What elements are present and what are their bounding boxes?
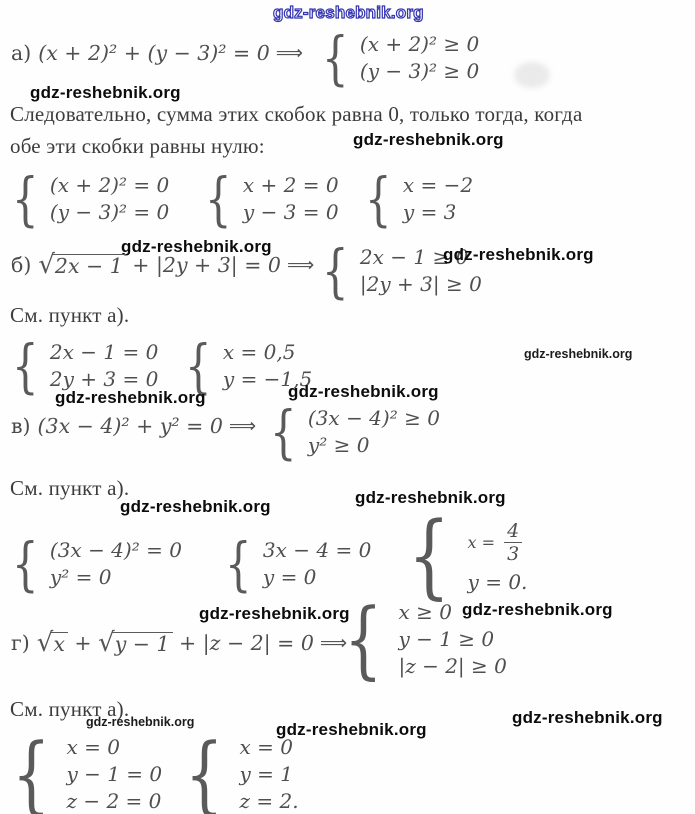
see-note: См. пункт а). [10,476,130,500]
site-watermark: gdz-reshebnik.org [355,488,506,507]
system-row: x + 2 = 0 [242,173,339,197]
system-v-implied [270,403,440,461]
part-label: г) [11,631,30,655]
system-v-step2 [225,535,371,593]
system-row: z − 2 = 0 [66,788,162,813]
system-row: (y − 3)² = 0 [49,200,170,224]
math-expression: + [67,631,99,655]
system-row: x ≥ 0 [398,599,452,624]
scan-smudge [514,62,550,88]
site-watermark: gdz-reshebnik.org [288,382,439,401]
system-g-answer [185,732,299,814]
system-brace [322,29,349,87]
sqrt-expression [37,630,68,656]
system-row: (3x − 4)² ≥ 0 [307,406,440,430]
system-a-answer [365,170,473,228]
system-row: 2y + 3 = 0 [49,367,159,391]
fraction-numerator: 4 [507,520,520,542]
system-a-step1 [12,170,169,228]
site-watermark: gdz-reshebnik.org [86,715,195,729]
site-watermark: gdz-reshebnik.org [276,720,427,739]
equation-part-v [11,414,256,438]
equation-part-g [11,630,347,656]
sqrt-expression [38,252,125,278]
system-row: (x + 2)² ≥ 0 [359,32,480,56]
system-row: y = 1 [239,761,293,786]
sqrt-expression [98,630,172,656]
site-watermark: gdz-reshebnik.org [121,237,272,256]
system-row: 2x − 1 = 0 [49,340,159,364]
radicand: x [50,632,68,656]
part-label: а) [11,41,32,65]
equation-part-b [11,252,314,278]
site-watermark: gdz-reshebnik.org [55,388,206,407]
system-v-answer [408,510,527,602]
system-brace [12,170,39,228]
system-row: y² = 0 [49,565,112,589]
system-g-step1 [12,732,162,814]
system-brace [270,403,297,461]
system-brace [205,170,232,228]
implies-arrow: ⟹ [228,415,257,437]
system-row: (x + 2)² = 0 [49,173,170,197]
system-brace [225,535,252,593]
site-watermark: gdz-reshebnik.org [443,245,594,264]
site-watermark: gdz-reshebnik.org [273,3,424,22]
see-note: См. пункт а). [10,303,130,327]
site-watermark: gdz-reshebnik.org [512,708,663,727]
explanation-line-1: Следовательно, сумма этих скобок равна 0, только тогда, когда [10,102,583,126]
fraction [504,520,522,565]
see-note: См. пункт а). [10,697,130,721]
math-expression: (x + 2)² + (y − 3)² = 0 [38,41,270,65]
system-row: y = 0 [262,565,317,589]
part-label: в) [11,414,31,438]
math-expression: + |2y + 3| = 0 [125,253,281,277]
system-row: y² ≥ 0 [307,433,370,457]
system-brace [12,337,39,395]
radicand: y − 1 [112,632,173,656]
implies-arrow: ⟹ [286,254,315,276]
system-g-implied [344,597,507,681]
system-row: y = −1,5 [222,367,313,391]
system-row: x = 0 [66,734,120,759]
system-row: y = 0. [467,569,528,594]
system-a-implied [322,29,479,87]
system-row: x = 0,5 [222,340,296,364]
implies-arrow: ⟹ [319,632,348,654]
system-row: z = 2. [239,788,299,813]
part-label: б) [11,253,32,277]
system-brace [12,732,50,814]
system-brace [12,535,39,593]
system-v-step1 [12,535,182,593]
system-a-step2 [205,170,339,228]
system-brace [185,337,212,395]
system-row: y − 1 = 0 [66,761,163,786]
site-watermark: gdz-reshebnik.org [30,83,181,102]
fraction-denominator: 3 [504,542,522,565]
system-brace [408,510,450,602]
system-row: y = 3 [402,200,457,224]
math-expression: + |z − 2| = 0 [172,631,314,655]
site-watermark: gdz-reshebnik.org [353,130,504,149]
system-row: (3x − 4)² = 0 [49,538,182,562]
explanation-line-2: обе эти скобки равны нулю: [10,134,265,158]
system-row: (y − 3)² ≥ 0 [359,59,480,83]
system-brace [344,597,382,681]
system-b-step1 [12,337,158,395]
system-row: y − 3 = 0 [242,200,339,224]
system-brace [365,170,392,228]
math-expression: (3x − 4)² + y² = 0 [37,414,223,438]
system-row: |z − 2| ≥ 0 [398,653,507,678]
radicand: 2x − 1 [52,254,126,278]
system-row: 3x − 4 = 0 [262,538,372,562]
equation-part-a [11,41,303,65]
system-brace [322,242,349,300]
site-watermark: gdz-reshebnik.org [199,604,350,623]
site-watermark: gdz-reshebnik.org [524,347,633,361]
site-watermark: gdz-reshebnik.org [462,600,613,619]
system-brace [185,732,223,814]
system-row: y − 1 ≥ 0 [398,626,495,651]
system-row [468,517,528,569]
system-row: |2y + 3| ≥ 0 [359,272,482,296]
implies-arrow: ⟹ [275,42,304,64]
system-row: 2x − 1 ≥ 0 [359,245,469,269]
system-row: x = 0 [239,734,293,759]
math-expression: x = [467,533,496,552]
system-row: x = −2 [402,173,474,197]
site-watermark: gdz-reshebnik.org [120,497,271,516]
